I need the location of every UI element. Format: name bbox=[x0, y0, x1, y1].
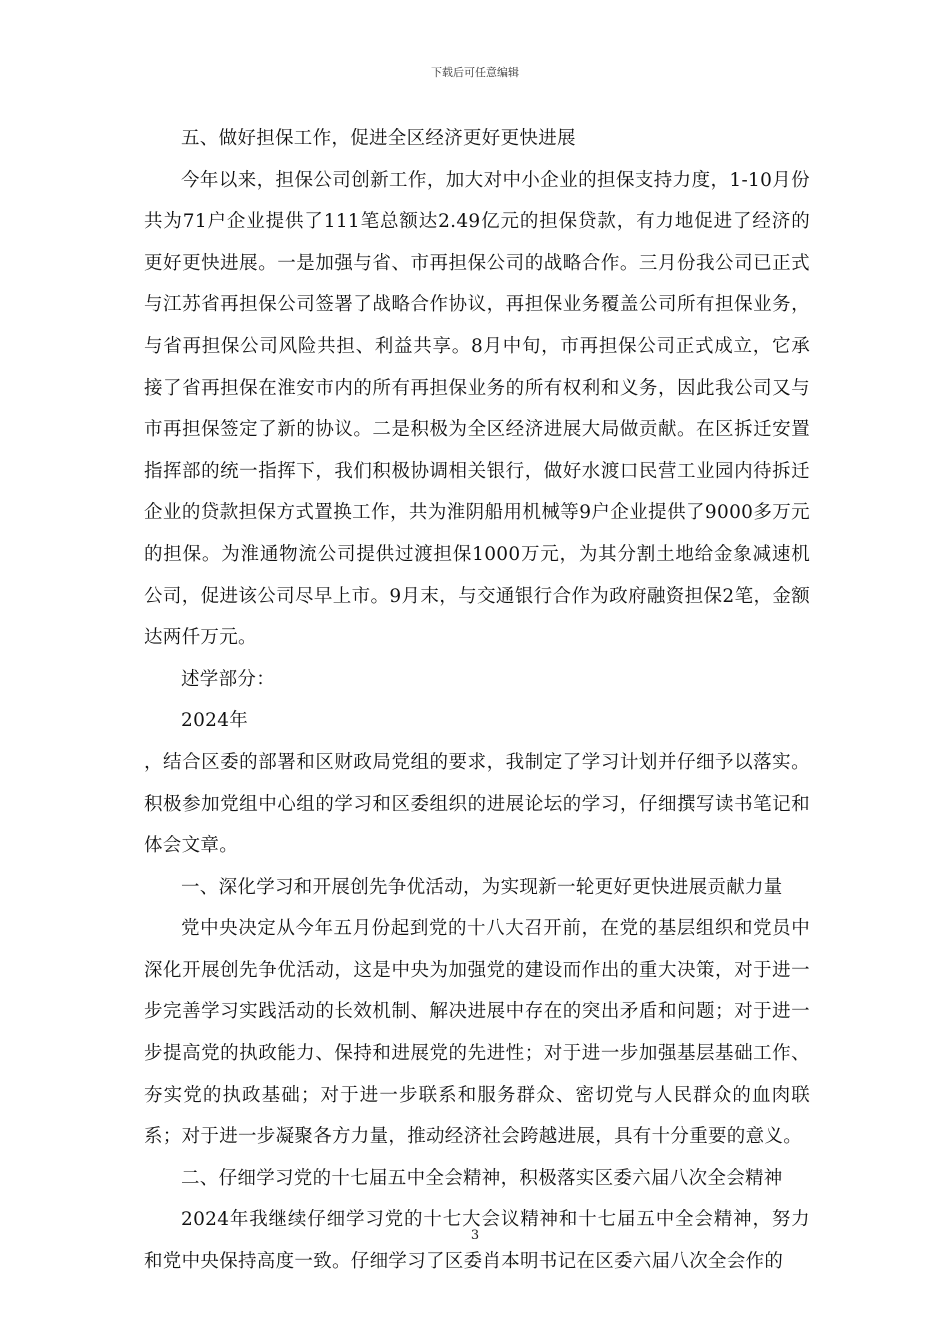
section-label-study: 述学部分： bbox=[181, 668, 276, 690]
paragraph-creating-excellence: 党中央决定从今年五月份起到党的十八大召开前，在党的基层组织和党员中深化开展创先争优活动，这是中央为加强党的建设而作出的重大决策，对于进一步完善学习实践活动的长效机制、解决进展中存在的突出矛盾和问题；对于进一步提高党的执政能力、保持和进展党的先进性；对于进一步加强基层基础工作、夯实党的执政基础；对于进一步联系和服务群众、密切党与人民群众的血肉联系；对于进一步凝聚各方力量，推动经济社会跨越进展，具有十分重要的意义。 bbox=[144, 918, 810, 1148]
page-number: 3 bbox=[470, 1228, 480, 1243]
section-heading-guarantee: 五、做好担保工作，促进全区经济更好更快进展 bbox=[181, 128, 576, 149]
section-heading-two: 二、仔细学习党的十七届五中全会精神，积极落实区委六届八次全会精神 bbox=[181, 1167, 783, 1189]
section-heading-one: 一、深化学习和开展创先争优活动，为实现新一轮更好更快进展贡献力量 bbox=[181, 876, 783, 898]
paragraph-plenary-study: 2024年我继续仔细学习党的十七大会议精神和十七届五中全会精神，努力和党中央保持高度一致。仔细学习了区委肖本明书记在区委六届八次全会作的 bbox=[144, 1209, 810, 1273]
body-text bbox=[144, 118, 810, 1283]
paragraph-study-plan: ，结合区委的部署和区财政局党组的要求，我制定了学习计划并仔细予以落实。积极参加党组中心组的学习和区委组织的进展论坛的学习，仔细撰写读书笔记和体会文章。 bbox=[144, 751, 810, 857]
paragraph-guarantee-work: 今年以来，担保公司创新工作，加大对中小企业的担保支持力度，1-10月份共为71户企业提供了111笔总额达2.49亿元的担保贷款，有力地促进了经济的更好更快进展。一是加强与省、市再担保公司的战略合作。三月份我公司已正式与江苏省再担保公司签署了战略合作协议，再担保业务覆盖公司所有担保业务，与省再担保公司风险共担、利益共享。8月中旬，市再担保公司正式成立，它承接了省再担保在淮安市内的所有再担保业务的所有权利和义务，因此我公司又与市再担保签定了新的协议。二是积极为全区经济进展大局做贡献。在区拆迁安置指挥部的统一指挥下，我们积极协调相关银行，做好水渡口民营工业园内待拆迁企业的贷款担保方式置换工作，共为淮阴船用机械等9户企业提供了9000多万元的担保。为淮通物流公司提供过渡担保1000万元，为其分割土地给金象减速机公司，促进该公司尽早上市。9月末，与交通银行合作为政府融资担保2笔，金额达两仟万元。 bbox=[144, 169, 810, 649]
paragraph-year: 2024年 bbox=[181, 710, 249, 732]
header-note: 下载后可任意编辑 bbox=[431, 66, 519, 79]
